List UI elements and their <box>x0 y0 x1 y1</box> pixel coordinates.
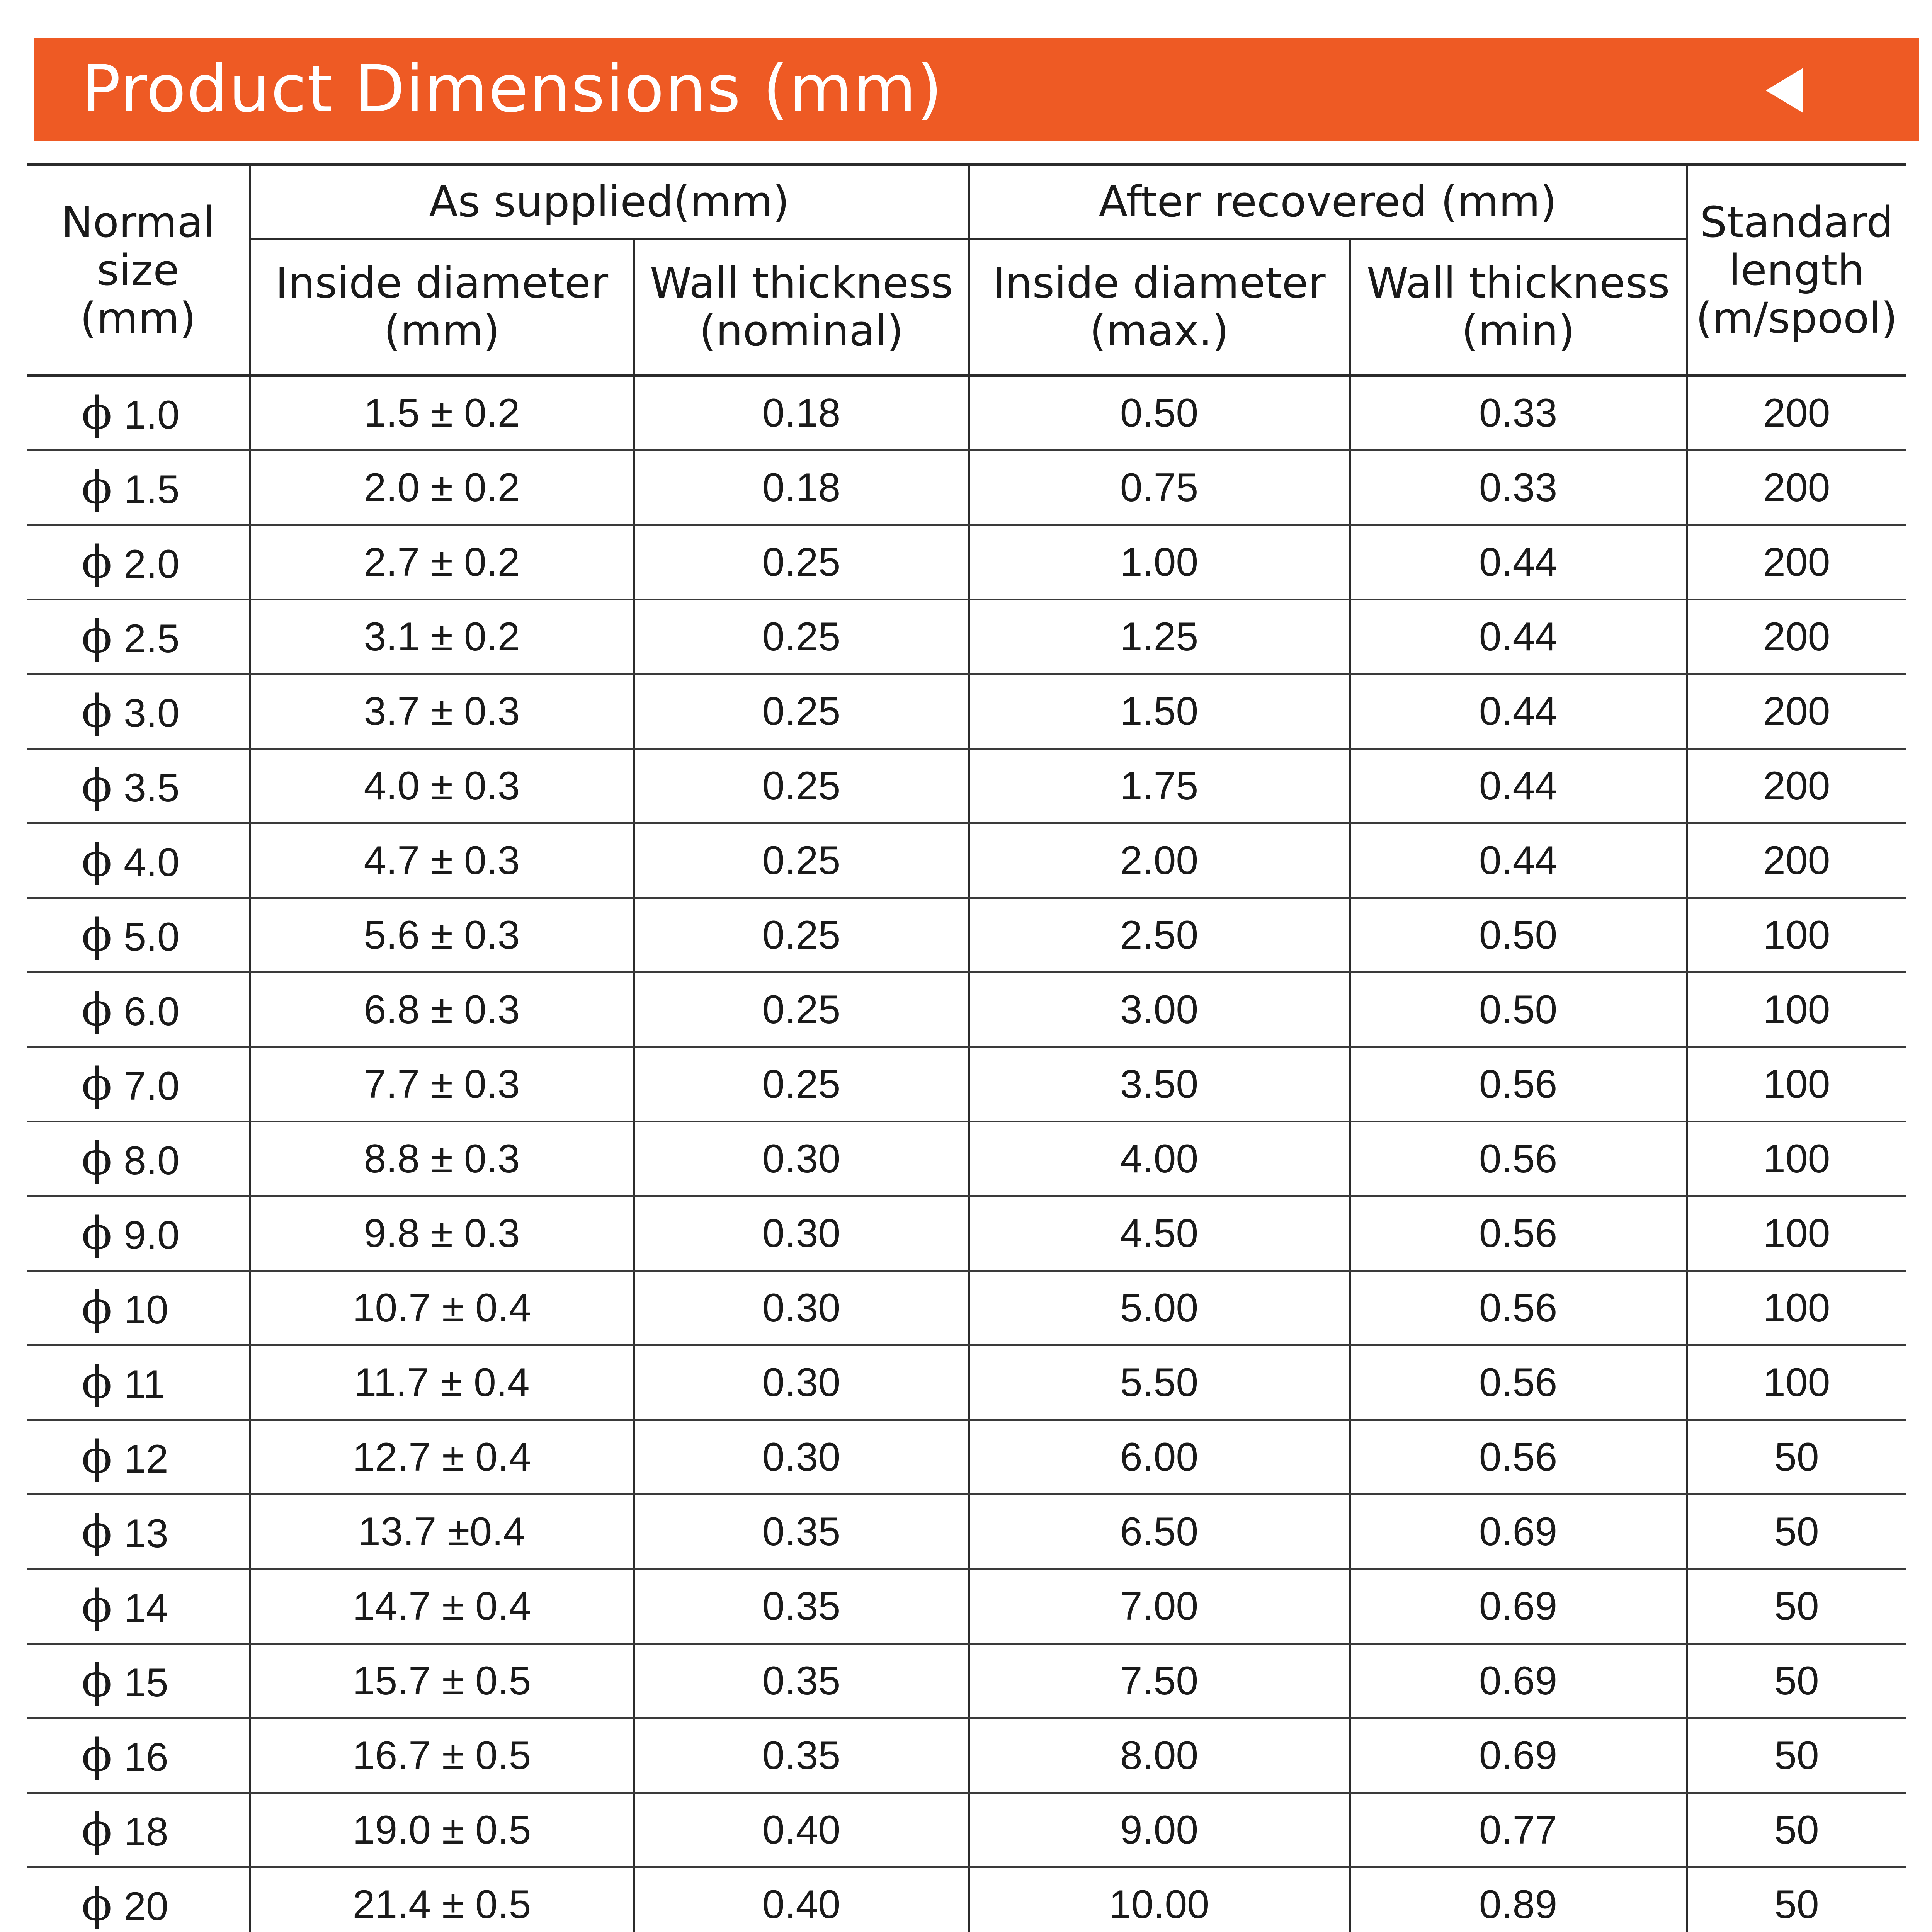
cell-normal-size <box>27 1345 250 1420</box>
size-value: 13 <box>124 1511 168 1556</box>
cell-as-wall-thickness: 0.25 <box>634 1047 969 1122</box>
diameter-symbol: ϕ <box>82 1431 112 1483</box>
cell-normal-size <box>27 1047 250 1122</box>
cell-normal-size <box>27 1793 250 1867</box>
size-value: 10 <box>124 1287 168 1332</box>
cell-normal-size <box>27 1420 250 1495</box>
cell-as-inside-diameter: 13.7 ±0.4 <box>250 1495 634 1569</box>
cell-as-wall-thickness: 0.35 <box>634 1644 969 1718</box>
cell-as-inside-diameter: 2.0 ± 0.2 <box>250 451 634 525</box>
cell-normal-size <box>27 1495 250 1569</box>
size-value: 14 <box>124 1585 168 1631</box>
cell-as-inside-diameter: 3.1 ± 0.2 <box>250 600 634 674</box>
table-row <box>27 1196 1906 1271</box>
cell-ar-wall-thickness: 0.44 <box>1350 600 1687 674</box>
header-after-recovered: After recovered (mm) <box>969 165 1687 239</box>
cell-as-inside-diameter: 7.7 ± 0.3 <box>250 1047 634 1122</box>
table-row <box>27 1569 1906 1644</box>
cell-as-wall-thickness: 0.30 <box>634 1345 969 1420</box>
diameter-symbol: ϕ <box>82 1505 112 1558</box>
table-row <box>27 600 1906 674</box>
header-as-inside-diameter: Inside diameter (mm) <box>250 239 634 376</box>
cell-standard-length: 100 <box>1687 1196 1906 1271</box>
cell-as-inside-diameter: 5.6 ± 0.3 <box>250 898 634 973</box>
cell-normal-size <box>27 1196 250 1271</box>
cell-ar-wall-thickness: 0.56 <box>1350 1271 1687 1345</box>
diameter-symbol: ϕ <box>82 983 112 1036</box>
cell-normal-size <box>27 973 250 1047</box>
table-row <box>27 674 1906 749</box>
cell-ar-wall-thickness: 0.33 <box>1350 376 1687 451</box>
table-row <box>27 1644 1906 1718</box>
cell-as-wall-thickness: 0.35 <box>634 1569 969 1644</box>
size-value: 20 <box>124 1884 168 1929</box>
diameter-symbol: ϕ <box>82 909 112 961</box>
cell-as-inside-diameter: 11.7 ± 0.4 <box>250 1345 634 1420</box>
cell-ar-wall-thickness: 0.56 <box>1350 1345 1687 1420</box>
cell-standard-length: 100 <box>1687 1122 1906 1196</box>
table-row <box>27 1793 1906 1867</box>
table-row <box>27 823 1906 898</box>
table-row <box>27 376 1906 451</box>
cell-standard-length: 200 <box>1687 823 1906 898</box>
cell-ar-wall-thickness: 0.44 <box>1350 749 1687 823</box>
diameter-symbol: ϕ <box>82 1729 112 1782</box>
cell-standard-length: 50 <box>1687 1495 1906 1569</box>
table-row <box>27 973 1906 1047</box>
size-value: 18 <box>124 1809 168 1854</box>
cell-ar-wall-thickness: 0.50 <box>1350 973 1687 1047</box>
table-row <box>27 1271 1906 1345</box>
cell-standard-length: 100 <box>1687 1271 1906 1345</box>
cell-ar-inside-diameter: 1.50 <box>969 674 1350 749</box>
cell-ar-wall-thickness: 0.56 <box>1350 1196 1687 1271</box>
size-value: 4.0 <box>124 840 180 885</box>
header-ar-inside-diameter: Inside diameter (max.) <box>969 239 1350 376</box>
cell-as-wall-thickness: 0.30 <box>634 1196 969 1271</box>
cell-ar-inside-diameter: 6.00 <box>969 1420 1350 1495</box>
diameter-symbol: ϕ <box>82 685 112 738</box>
cell-as-inside-diameter: 12.7 ± 0.4 <box>250 1420 634 1495</box>
cell-as-wall-thickness: 0.40 <box>634 1867 969 1932</box>
title-banner <box>34 38 1919 141</box>
table-row <box>27 451 1906 525</box>
cell-ar-wall-thickness: 0.56 <box>1350 1122 1687 1196</box>
cell-ar-inside-diameter: 1.00 <box>969 525 1350 600</box>
cell-normal-size <box>27 1867 250 1932</box>
cell-ar-inside-diameter: 10.00 <box>969 1867 1350 1932</box>
cell-as-wall-thickness: 0.25 <box>634 600 969 674</box>
size-value: 12 <box>124 1436 168 1481</box>
cell-as-inside-diameter: 6.8 ± 0.3 <box>250 973 634 1047</box>
table-row <box>27 1867 1906 1932</box>
dimensions-table <box>27 163 1906 1932</box>
cell-normal-size <box>27 1569 250 1644</box>
cell-ar-wall-thickness: 0.56 <box>1350 1047 1687 1122</box>
cell-as-wall-thickness: 0.35 <box>634 1718 969 1793</box>
cell-as-wall-thickness: 0.40 <box>634 1793 969 1867</box>
cell-normal-size <box>27 1718 250 1793</box>
table-row <box>27 1122 1906 1196</box>
diameter-symbol: ϕ <box>82 1804 112 1856</box>
size-value: 6.0 <box>124 989 180 1034</box>
cell-normal-size <box>27 674 250 749</box>
cell-ar-inside-diameter: 5.50 <box>969 1345 1350 1420</box>
size-value: 11 <box>124 1362 166 1407</box>
size-value: 9.0 <box>124 1213 180 1258</box>
cell-as-inside-diameter: 16.7 ± 0.5 <box>250 1718 634 1793</box>
cell-standard-length: 50 <box>1687 1793 1906 1867</box>
cell-as-inside-diameter: 21.4 ± 0.5 <box>250 1867 634 1932</box>
cell-standard-length: 50 <box>1687 1569 1906 1644</box>
diameter-symbol: ϕ <box>82 1356 112 1409</box>
table-row <box>27 525 1906 600</box>
size-value: 1.5 <box>124 467 180 512</box>
cell-as-wall-thickness: 0.25 <box>634 898 969 973</box>
cell-as-wall-thickness: 0.25 <box>634 823 969 898</box>
cell-ar-inside-diameter: 9.00 <box>969 1793 1350 1867</box>
diameter-symbol: ϕ <box>82 1058 112 1111</box>
diameter-symbol: ϕ <box>82 1655 112 1707</box>
cell-as-inside-diameter: 3.7 ± 0.3 <box>250 674 634 749</box>
cell-as-wall-thickness: 0.25 <box>634 749 969 823</box>
cell-normal-size <box>27 1644 250 1718</box>
cell-normal-size <box>27 749 250 823</box>
cell-normal-size <box>27 451 250 525</box>
cell-ar-inside-diameter: 1.25 <box>969 600 1350 674</box>
cell-normal-size <box>27 898 250 973</box>
cell-as-inside-diameter: 4.7 ± 0.3 <box>250 823 634 898</box>
header-as-wall-thickness: Wall thickness (nominal) <box>634 239 969 376</box>
cell-as-inside-diameter: 9.8 ± 0.3 <box>250 1196 634 1271</box>
cell-standard-length: 50 <box>1687 1718 1906 1793</box>
cell-standard-length: 200 <box>1687 674 1906 749</box>
cell-ar-wall-thickness: 0.44 <box>1350 823 1687 898</box>
diameter-symbol: ϕ <box>82 1207 112 1260</box>
cell-ar-wall-thickness: 0.33 <box>1350 451 1687 525</box>
cell-standard-length: 200 <box>1687 451 1906 525</box>
size-value: 15 <box>124 1660 168 1705</box>
cell-standard-length: 100 <box>1687 1345 1906 1420</box>
cell-ar-wall-thickness: 0.69 <box>1350 1644 1687 1718</box>
cell-standard-length: 50 <box>1687 1420 1906 1495</box>
table-row <box>27 898 1906 973</box>
size-value: 1.0 <box>124 392 180 437</box>
diameter-symbol: ϕ <box>82 834 112 887</box>
diameter-symbol: ϕ <box>82 1878 112 1931</box>
diameter-symbol: ϕ <box>82 1133 112 1185</box>
table-row <box>27 749 1906 823</box>
cell-ar-inside-diameter: 6.50 <box>969 1495 1350 1569</box>
cell-ar-wall-thickness: 0.56 <box>1350 1420 1687 1495</box>
cell-as-inside-diameter: 4.0 ± 0.3 <box>250 749 634 823</box>
cell-standard-length: 200 <box>1687 749 1906 823</box>
size-value: 3.5 <box>124 765 180 810</box>
cell-standard-length: 50 <box>1687 1867 1906 1932</box>
cell-ar-inside-diameter: 7.00 <box>969 1569 1350 1644</box>
table-row <box>27 1047 1906 1122</box>
cell-standard-length: 50 <box>1687 1644 1906 1718</box>
cell-as-wall-thickness: 0.18 <box>634 451 969 525</box>
diameter-symbol: ϕ <box>82 1282 112 1334</box>
cell-ar-inside-diameter: 7.50 <box>969 1644 1350 1718</box>
size-value: 16 <box>124 1735 168 1780</box>
cell-ar-wall-thickness: 0.50 <box>1350 898 1687 973</box>
dimensions-table-container <box>27 163 1906 1932</box>
table-row <box>27 1345 1906 1420</box>
cell-as-inside-diameter: 14.7 ± 0.4 <box>250 1569 634 1644</box>
cell-as-inside-diameter: 1.5 ± 0.2 <box>250 376 634 451</box>
diameter-symbol: ϕ <box>82 611 112 663</box>
cell-standard-length: 200 <box>1687 376 1906 451</box>
cell-normal-size <box>27 376 250 451</box>
cell-as-wall-thickness: 0.30 <box>634 1271 969 1345</box>
cell-as-inside-diameter: 10.7 ± 0.4 <box>250 1271 634 1345</box>
header-as-supplied: As supplied(mm) <box>250 165 969 239</box>
cell-normal-size <box>27 600 250 674</box>
cell-normal-size <box>27 1122 250 1196</box>
cell-ar-wall-thickness: 0.69 <box>1350 1718 1687 1793</box>
header-normal-size: Normal size (mm) <box>27 165 250 376</box>
cell-normal-size <box>27 823 250 898</box>
cell-as-wall-thickness: 0.25 <box>634 525 969 600</box>
table-body <box>27 376 1906 1932</box>
cell-as-wall-thickness: 0.25 <box>634 973 969 1047</box>
header-standard-length: Standard length (m/spool) <box>1687 165 1906 376</box>
size-value: 8.0 <box>124 1138 180 1183</box>
cell-standard-length: 100 <box>1687 973 1906 1047</box>
cell-ar-wall-thickness: 0.44 <box>1350 674 1687 749</box>
size-value: 3.0 <box>124 690 180 736</box>
cell-ar-inside-diameter: 2.50 <box>969 898 1350 973</box>
cell-as-wall-thickness: 0.25 <box>634 674 969 749</box>
cell-ar-inside-diameter: 5.00 <box>969 1271 1350 1345</box>
cell-as-wall-thickness: 0.30 <box>634 1122 969 1196</box>
cell-ar-inside-diameter: 3.50 <box>969 1047 1350 1122</box>
table-row <box>27 1420 1906 1495</box>
cell-normal-size <box>27 525 250 600</box>
size-value: 7.0 <box>124 1063 180 1109</box>
cell-as-wall-thickness: 0.30 <box>634 1420 969 1495</box>
table-row <box>27 1495 1906 1569</box>
cell-ar-inside-diameter: 3.00 <box>969 973 1350 1047</box>
cell-as-wall-thickness: 0.35 <box>634 1495 969 1569</box>
cell-ar-wall-thickness: 0.77 <box>1350 1793 1687 1867</box>
left-triangle-icon[interactable] <box>1766 68 1803 113</box>
diameter-symbol: ϕ <box>82 461 112 514</box>
diameter-symbol: ϕ <box>82 760 112 812</box>
cell-ar-inside-diameter: 0.75 <box>969 451 1350 525</box>
cell-standard-length: 100 <box>1687 898 1906 973</box>
cell-ar-inside-diameter: 0.50 <box>969 376 1350 451</box>
cell-ar-inside-diameter: 1.75 <box>969 749 1350 823</box>
cell-ar-wall-thickness: 0.89 <box>1350 1867 1687 1932</box>
cell-as-inside-diameter: 15.7 ± 0.5 <box>250 1644 634 1718</box>
cell-as-inside-diameter: 19.0 ± 0.5 <box>250 1793 634 1867</box>
cell-as-inside-diameter: 2.7 ± 0.2 <box>250 525 634 600</box>
diameter-symbol: ϕ <box>82 1580 112 1633</box>
header-ar-wall-thickness: Wall thickness (min) <box>1350 239 1687 376</box>
diameter-symbol: ϕ <box>82 536 112 588</box>
page-title: Product Dimensions (mm) <box>82 51 943 127</box>
cell-ar-wall-thickness: 0.44 <box>1350 525 1687 600</box>
cell-as-wall-thickness: 0.18 <box>634 376 969 451</box>
cell-standard-length: 100 <box>1687 1047 1906 1122</box>
cell-ar-inside-diameter: 4.50 <box>969 1196 1350 1271</box>
cell-as-inside-diameter: 8.8 ± 0.3 <box>250 1122 634 1196</box>
size-value: 2.0 <box>124 541 180 587</box>
cell-ar-inside-diameter: 2.00 <box>969 823 1350 898</box>
cell-ar-wall-thickness: 0.69 <box>1350 1569 1687 1644</box>
cell-normal-size <box>27 1271 250 1345</box>
cell-standard-length: 200 <box>1687 600 1906 674</box>
size-value: 5.0 <box>124 914 180 959</box>
cell-standard-length: 200 <box>1687 525 1906 600</box>
table-row <box>27 1718 1906 1793</box>
diameter-symbol: ϕ <box>82 387 112 439</box>
table-header <box>27 165 1906 376</box>
cell-ar-inside-diameter: 4.00 <box>969 1122 1350 1196</box>
cell-ar-wall-thickness: 0.69 <box>1350 1495 1687 1569</box>
cell-ar-inside-diameter: 8.00 <box>969 1718 1350 1793</box>
size-value: 2.5 <box>124 616 180 661</box>
